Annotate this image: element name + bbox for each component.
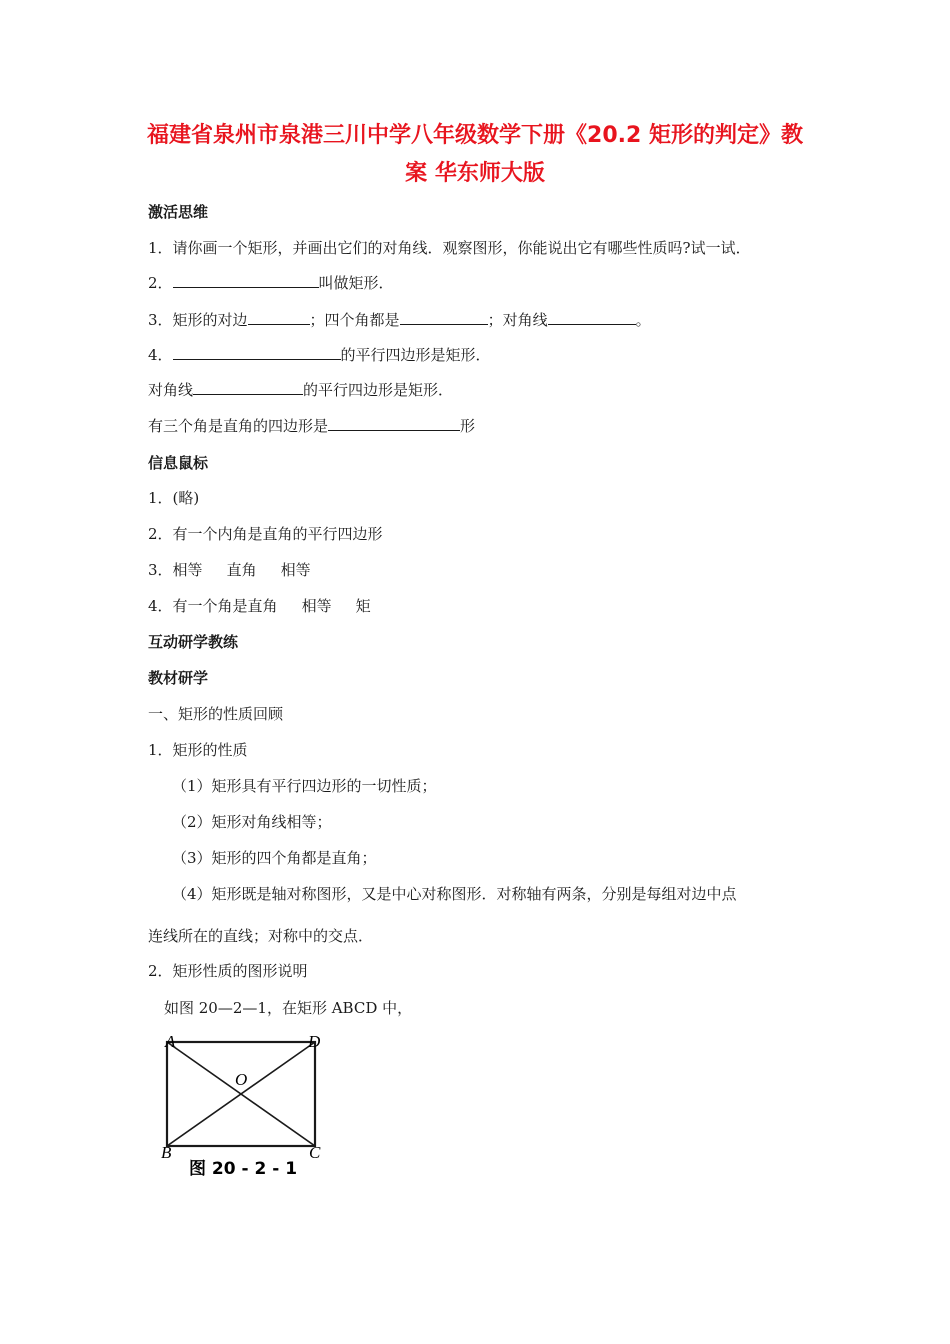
- question-text: 的平行四边形是矩形．: [340, 346, 491, 364]
- activate-question-1: 1．请你画一个矩形，并画出它们的对角线．观察图形，你能说出它有哪些性质吗?试一试．: [148, 239, 751, 257]
- fill-blank[interactable]: [328, 416, 460, 431]
- section-info-heading: 信息鼠标: [148, 454, 209, 472]
- section-activate-heading: 激活思维: [148, 203, 209, 221]
- question-text: 。: [635, 311, 651, 329]
- question-text: 的平行四边形是矩形．: [303, 381, 454, 399]
- info-answer-3: [148, 560, 311, 580]
- question-number: 2．: [148, 274, 173, 292]
- activate-question-4: [148, 345, 491, 365]
- info-answer-4: [148, 596, 371, 616]
- answer-item: 相等: [280, 561, 311, 579]
- info-answer-2: 2．有一个内角是直角的平行四边形: [148, 525, 383, 543]
- question-text: 3．矩形的对边: [148, 311, 248, 329]
- vertex-label-c: C: [309, 1143, 321, 1162]
- question-text: 叫做矩形．: [318, 274, 394, 292]
- textbook-figure-intro: 如图 20—2—1，在矩形 ABCD 中，: [164, 999, 413, 1017]
- answer-item: 矩: [355, 597, 371, 615]
- fill-blank[interactable]: [248, 310, 310, 325]
- answer-item: 相等: [301, 597, 332, 615]
- textbook-point-1-1: （1）矩形具有平行四边形的一切性质；: [172, 777, 437, 795]
- figure-caption: 图 20 - 2 - 1: [189, 1159, 298, 1179]
- answer-item: 直角: [226, 561, 257, 579]
- fill-blank[interactable]: [173, 345, 341, 360]
- vertex-label-a: A: [165, 1032, 176, 1051]
- vertex-label-b: B: [161, 1143, 172, 1162]
- activate-question-2: [148, 273, 394, 293]
- textbook-point-1-4-cont: 连线所在的直线；对称中的交点．: [148, 927, 374, 945]
- answer-item: 有一个角是直角: [172, 597, 278, 615]
- section-textbook-heading: 教材研学: [148, 669, 209, 687]
- document-title-line1: 福建省泉州市泉港三川中学八年级数学下册《20.2 矩形的判定》教: [147, 123, 803, 148]
- fill-blank[interactable]: [173, 273, 319, 288]
- question-text: 有三个角是直角的四边形是: [148, 417, 329, 435]
- question-text: ；对角线: [487, 311, 548, 329]
- textbook-part-1: 一、矩形的性质回顾: [148, 705, 284, 723]
- vertex-label-d: D: [308, 1032, 321, 1051]
- center-label-o: O: [235, 1070, 248, 1089]
- textbook-point-1-4: （4）矩形既是轴对称图形，又是中心对称图形．对称轴有两条，分别是每组对边中点: [172, 885, 737, 903]
- textbook-point-1-3: （3）矩形的四个角都是直角；: [172, 849, 377, 867]
- answer-number: 4．: [148, 597, 173, 615]
- activate-question-6: [148, 416, 475, 436]
- answer-number: 3．: [148, 561, 173, 579]
- question-text: 对角线: [148, 381, 194, 399]
- activate-question-5: [148, 380, 453, 400]
- question-text: ；四个角都是: [309, 311, 400, 329]
- fill-blank[interactable]: [193, 380, 303, 395]
- textbook-point-1-2: （2）矩形对角线相等；: [172, 813, 332, 831]
- question-text: 形: [460, 417, 476, 435]
- section-interactive-heading: 互动研学教练: [148, 633, 239, 651]
- answer-item: 相等: [172, 561, 203, 579]
- activate-question-3: [148, 310, 651, 330]
- textbook-point-1: 1．矩形的性质: [148, 741, 248, 759]
- rectangle-abcd-figure: [155, 1030, 335, 1180]
- info-answer-1: 1．(略): [148, 489, 200, 507]
- question-number: 4．: [148, 346, 173, 364]
- fill-blank[interactable]: [400, 310, 488, 325]
- textbook-point-2: 2．矩形性质的图形说明: [148, 962, 308, 980]
- fill-blank[interactable]: [548, 310, 636, 325]
- document-title-line2: 案 华东师大版: [405, 161, 545, 186]
- rectangle-diagram: [155, 1030, 335, 1180]
